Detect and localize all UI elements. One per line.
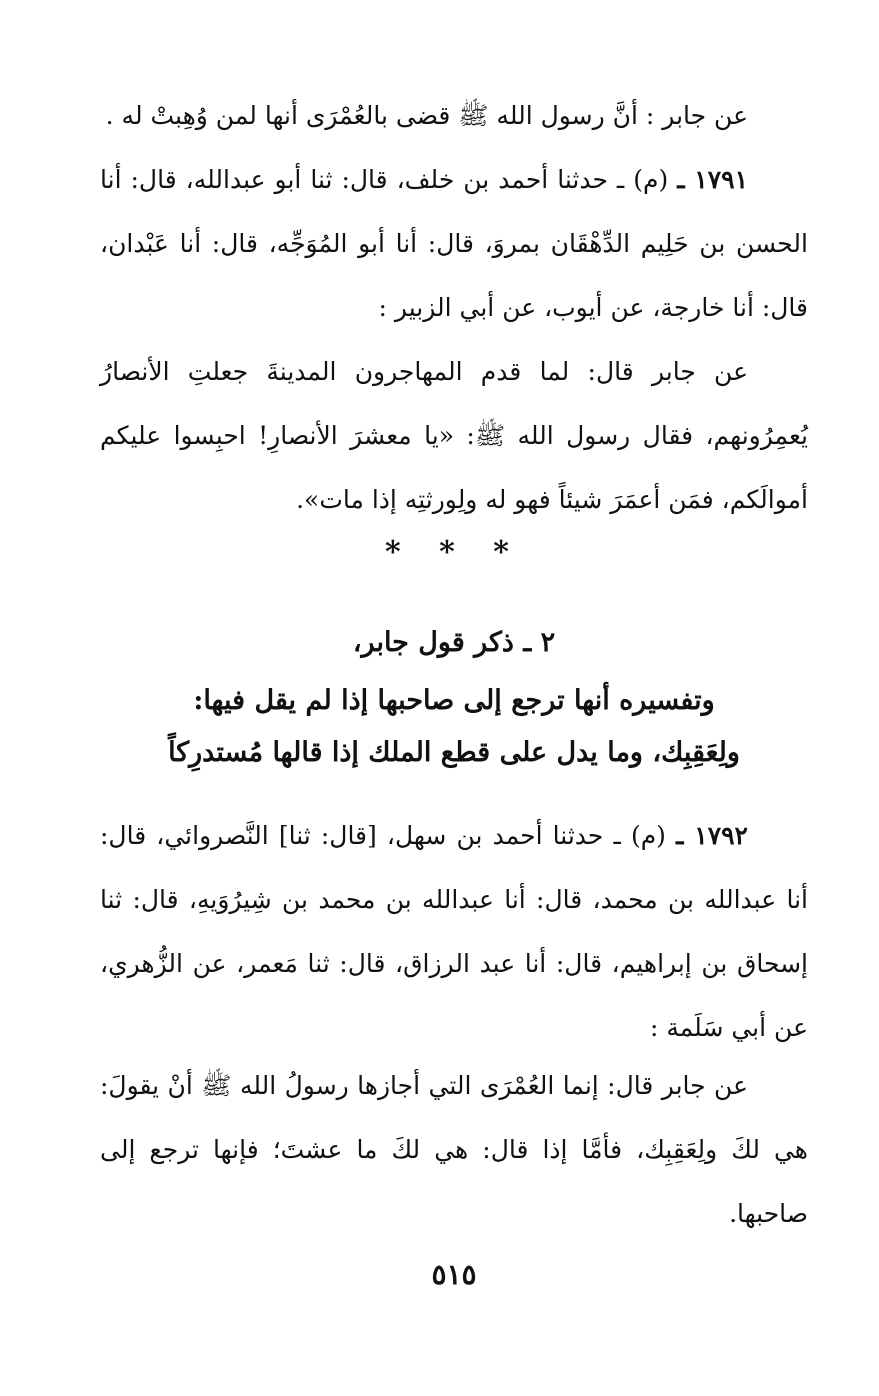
section-ornament: * * * <box>385 535 523 570</box>
page-number: ٥١٥ <box>431 1258 477 1291</box>
paragraph-text: عن جابر قال: إنما العُمْرَى التي أجازها رسولُ الله ﷺ أنْ يقولَ: هي لكَ ولِعَقِبِك، فأمَّا إذا قال: هي لكَ ما عشتَ؛ فإنها ترجع إلى صاحبها. <box>100 1071 808 1228</box>
paragraph-text: عن جابر قال: لما قدم المهاجرون المدينةَ جعلتِ الأنصارُ يُعمِرُونهم، فقال رسول الله ﷺ: «يا معشرَ الأنصارِ! احبِسوا عليكم أموالَكم، فمَن أعمَرَ شيئاً فهو له ولِورثتِه إذا مات». <box>100 357 808 514</box>
paragraph-text: عن جابر : أنَّ رسول الله ﷺ قضى بالعُمْرَى أنها لمن وُهِبتْ له . <box>105 101 748 130</box>
hadith-1792-isnad <box>100 804 808 1060</box>
hadith-number: ١٧٩٢ ـ <box>676 821 748 850</box>
hadith-number: ١٧٩١ ـ <box>677 165 748 194</box>
hadith-line <box>100 821 808 1042</box>
hadith-1792-matn <box>100 1054 808 1246</box>
book-page <box>100 0 808 1396</box>
chapter-heading-line-3: ولِعَقِبِك، وما يدل على قطع الملك إذا قالها مُستدرِكاً <box>168 737 740 768</box>
hadith-text-1790-end <box>100 84 808 148</box>
hadith-line <box>100 165 808 322</box>
isnad-text: (م) ـ حدثنا أحمد بن خلف، قال: ثنا أبو عبدالله، قال: أنا الحسن بن حَلِيم الدِّهْقَان بمروَ، قال: أنا أبو المُوَجِّه، قال: أنا عَبْدان، قال: أنا خارجة، عن أيوب، عن أبي الزبير : <box>100 165 808 322</box>
hadith-1791-matn <box>100 340 808 532</box>
chapter-heading-line-2: وتفسيره أنها ترجع إلى صاحبها إذا لم يقل فيها: <box>193 685 715 716</box>
chapter-heading-line-1: ٢ ـ ذكر قول جابر، <box>352 627 556 658</box>
hadith-1791-isnad <box>100 148 808 340</box>
isnad-text: (م) ـ حدثنا أحمد بن سهل، [قال: ثنا] النَّصروائي، قال: أنا عبدالله بن محمد، قال: أنا عبدالله بن محمد بن شِيرُوَيهِ، قال: ثنا إسحاق بن إبراهيم، قال: أنا عبد الرزاق، قال: ثنا مَعمر، عن الزُّهري، عن أبي سَلَمة : <box>100 821 808 1042</box>
